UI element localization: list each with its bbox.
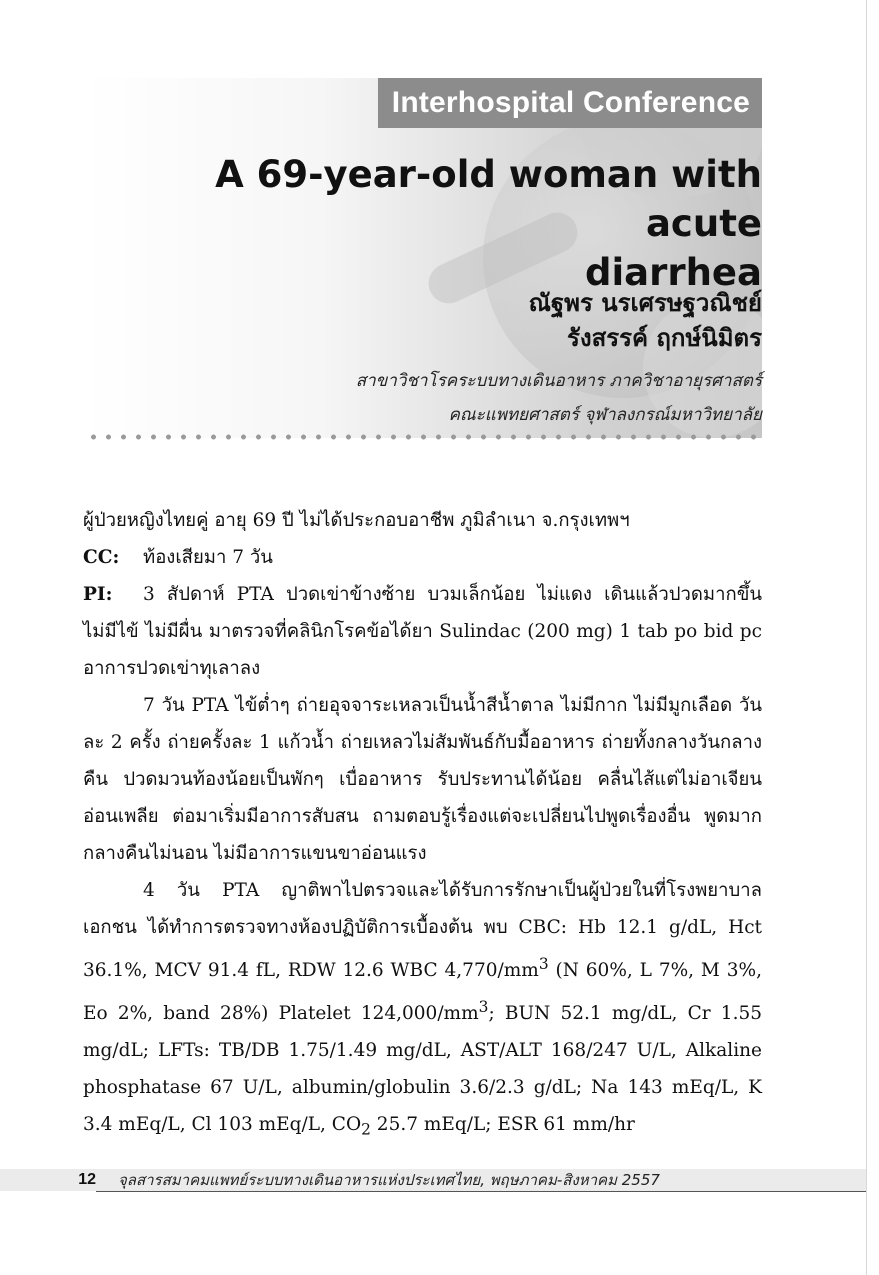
affiliation: สาขาวิชาโรคระบบทางเดินอาหาร ภาควิชาอายุรศาสตร์ (355, 371, 762, 391)
article-title-line: A 69-year-old woman with acute (215, 153, 762, 245)
article-title-line: diarrhea (584, 251, 762, 294)
pi-label: PI: (83, 584, 113, 605)
history-paragraph: 7 วัน PTA ไข้ต่ำๆ ถ่ายอุจจาระเหลวเป็นน้ำสีน้ำตาล ไม่มีกาก ไม่มีมูกเลือด วันละ 2 ครั้ง ถ่ายครั้งละ 1 แก้วน้ำ ถ่ายเหลวไม่สัมพันธ์กับมื้ออาหาร ถ่ายทั้งกลางวันกลางคืน ปวดมวนท้องน้อยเป็นพักๆ เบื่ออาหาร รับประทานได้น้อย คลื่นไส้แต่ไม่อาเจียน อ่อนเพลีย ต่อมาเริ่มมีอาการสับสน ถามตอบรู้เรื่องแต่จะเปลี่ยนไปพูดเรื่องอื่น พูดมาก กลางคืนไม่นอน ไม่มีอาการแขนขาอ่อนแรง (83, 695, 762, 864)
footer-rule (96, 1191, 866, 1192)
page-edge-line (866, 0, 867, 1275)
lab-text: 4 วัน PTA ญาติพาไปตรวจและได้รับการรักษาเป็นผู้ป่วยในที่โรงพยาบาลเอกชน ได้ทำการตรวจทางห้องปฏิบัติการเบื้องต้น พบ CBC: Hb 12.1 g/dL, Hct 36.1%, MCV 91.4 fL, RDW 12.6 WBC 4,770/mm (83, 880, 762, 982)
lab-paragraph (83, 872, 762, 1149)
pi-paragraph (83, 576, 762, 687)
lab-text: (N 60%, L 7%, M 3%, Eo 2%, band 28%) Platelet 124,000/mm (83, 960, 762, 1025)
lab-text: ; BUN 52.1 mg/dL, Cr 1.55 mg/dL; LFTs: TB/DB 1.75/1.49 mg/dL, AST/ALT 168/247 U/L, Alkaline phosphatase 67 U/L, albumin/globulin 3.6/2.3 g/dL; Na 143 mEq/L, K 3.4 mEq/L, Cl 103 mEq/L, CO (83, 1003, 762, 1136)
journal-name: จุลสารสมาคมแพทย์ระบบทางเดินอาหารแห่งประเทศไทย, พฤษภาคม-สิงหาคม 2557 (118, 1171, 660, 1189)
author-name: ณัฐพร นรเศรษฐวณิชย์ (528, 289, 762, 317)
pi-text: 3 สัปดาห์ PTA ปวดเข่าข้างซ้าย บวมเล็กน้อย ไม่แดง เดินแล้วปวดมากขึ้น ไม่มีไข้ ไม่มีผื่น มาตรวจที่คลินิกโรคข้อได้ยา Sulindac (200 mg) 1 tab po bid pc อาการปวดเข่าทุเลาลง (83, 584, 762, 679)
affiliation: คณะแพทยศาสตร์ จุฬาลงกรณ์มหาวิทยาลัย (448, 405, 762, 425)
cc-text: ท้องเสียมา 7 วัน (143, 547, 273, 568)
cc-line (83, 539, 762, 576)
patient-line: ผู้ป่วยหญิงไทยคู่ อายุ 69 ปี ไม่ได้ประกอบอาชีพ ภูมิลำเนา จ.กรุงเทพฯ (83, 510, 630, 531)
lab-text: 25.7 mEq/L; ESR 61 mm/hr (370, 1114, 635, 1136)
superscript: 3 (538, 955, 549, 973)
author-name: รังสรรค์ ฤกษ์นิมิตร (566, 324, 762, 352)
page-number: 12 (78, 1171, 96, 1188)
section-banner: Interhospital Conference (378, 78, 762, 128)
superscript: 3 (478, 998, 489, 1017)
article-title (100, 150, 762, 297)
article-body (83, 502, 762, 1149)
subscript: 2 (361, 1121, 371, 1139)
dotted-divider (86, 433, 762, 441)
cc-label: CC: (83, 547, 120, 568)
